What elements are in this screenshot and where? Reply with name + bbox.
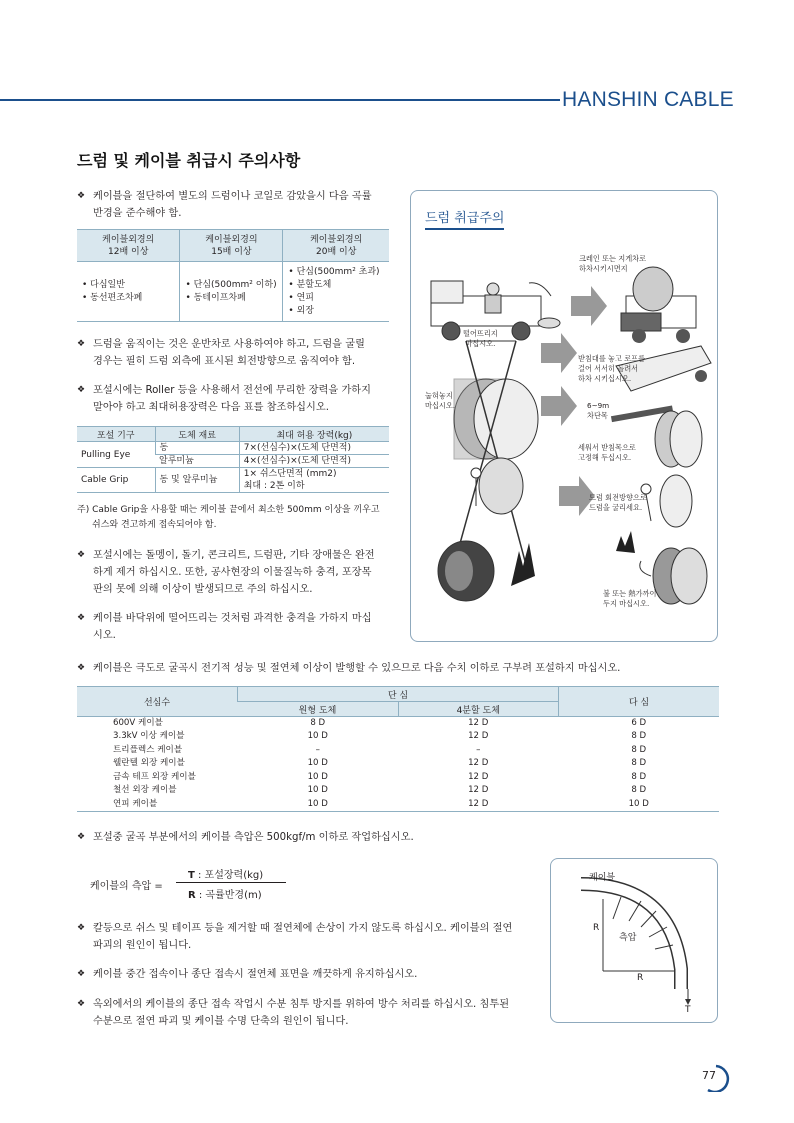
t3-header: 선심수: [77, 687, 238, 717]
r-label: R: [593, 923, 600, 933]
bullet-icon: ❖: [77, 191, 86, 201]
formula-numerator: T : 포설장력(kg): [188, 870, 264, 881]
paragraph-tension: ❖ 포설시에는 Roller 등을 사용해서 전선에 무리한 장력을 가하지 말아야 하고 최대허용장력은 다음 표를 참조하십시오.: [77, 385, 371, 413]
drum-panel-title: 드럼 취급주의: [425, 207, 504, 230]
paragraph-obstacles: ❖ 포설시에는 돌멩이, 돌기, 콘크리트, 드럼판, 기타 장애물은 완전 하게 제거 하십시오. 또한, 공사현장의 이물질녹하 충격, 포장목 판의 못에 의해 이상이 발생되므로 주의 하십시오.: [77, 550, 375, 595]
t2-cell: 동 및 알루미늄: [155, 468, 239, 493]
paragraph-side-pressure: ❖ 포설중 굴곡 부분에서의 케이블 측압은 500kgf/m 이하로 작업하십시오.: [77, 832, 414, 843]
caption-distance: 6~9m 차단목: [587, 401, 610, 420]
table-note: 주) Cable Grip을 사용할 때는 케이블 끝에서 최소한 500mm 이상을 끼우고 쉬스와 견고하게 접속되어야 함.: [77, 505, 380, 530]
caption-ramp: 받침대를 놓고 로프를 걸어 서서히 돌려서 하차 시키십시오.: [578, 354, 646, 383]
t3-cell: 철선 외장 케이블: [113, 785, 177, 796]
fire-icon: [511, 543, 535, 586]
t2-cell: Cable Grip: [77, 468, 155, 493]
t3-header: 4분할 도체: [398, 702, 559, 717]
caption-no-lay: 눕혀놓지 마십시오.: [425, 391, 456, 410]
caption-roll-direction: 드럼 회전방향으로 드럼을 굴리세요.: [589, 493, 647, 512]
header-rule: [0, 99, 560, 101]
t2-header: 최대 허용 장력(kg): [239, 427, 389, 442]
drum-handling-panel: [410, 190, 718, 642]
t1-header: 케이블외경의 15배 이상: [180, 230, 283, 262]
t3-cell: 연피 케이블: [77, 798, 238, 812]
pressure-label: 측압: [619, 933, 637, 943]
fire-icon: [616, 531, 635, 553]
r-label-horizontal: R: [637, 973, 644, 983]
worker-rolling-direction-icon: [641, 475, 692, 527]
caption-stand: 세워서 받침목으로 고정해 두십시오.: [578, 443, 636, 462]
arrow-right-icon: [571, 286, 607, 326]
caption-fire: 불 또는 熱가까이 두지 마십시오.: [603, 589, 657, 608]
dropped-drum-icon: [538, 318, 560, 328]
t2-cell: 1× 쉬스단면적 (mm2) 최대 : 2톤 이하: [239, 468, 389, 493]
t3-header: 다 심: [559, 687, 720, 717]
t3-cell: 600V 케이블: [113, 718, 163, 728]
drum-handling-illustration: [411, 191, 717, 641]
tension-table: [77, 426, 389, 493]
formula-denominator: R : 곡률반경(m): [188, 890, 262, 901]
t2-cell: 알루미늄: [155, 455, 239, 468]
worker-rolling-drum-icon: [471, 458, 523, 514]
t3-cell: 금속 테프 외장 케이블: [113, 771, 196, 782]
forklift-icon: [621, 267, 696, 343]
t3-cell: 웰란텔 외장 케이블: [113, 758, 185, 769]
paragraph-bending-limit: ❖ 케이블은 극도로 굴곡시 전기적 성능 및 절연체 이상이 발행할 수 있으므로 다음 수치 이하로 구부려 포설하지 마십시오.: [77, 663, 621, 674]
fraction-bar: [176, 882, 286, 883]
t2-cell: 7×(선심수)×(도체 단면적): [239, 442, 389, 455]
standing-drum-icon: [655, 411, 702, 467]
paragraph-bending-radius: ❖ 케이블을 절단하여 별도의 드럼이나 코일로 감았을시 다음 곡률 반경을 준수해야 함.: [77, 188, 397, 222]
drum-near-fire-icon: [438, 541, 494, 601]
t1-cell: • 단심(500mm² 이하) • 동테이프차폐: [180, 262, 283, 322]
paragraph-drum-moving: ❖ 드럼을 움직이는 것은 운반차로 사용하여야 하고, 드럼을 굴릴 경우는 필히 드럼 외측에 표시된 회전방향으로 움직여야 함.: [77, 339, 365, 367]
t3-header: 단 심: [238, 687, 559, 702]
t1-header: 케이블외경의 20배 이상: [283, 230, 389, 262]
min-bending-radius-table: 선심수 단 심 다 심 원형 도체 4분할 도체 600V 케이블 8 D 12 D 6 D 3.3kV 이상 케이블 10 D 12 D 8 D 트리플렉스 케이블 – – 8 D 웰란텔 외장 케이블 10 D 12 D 8 D 금속 테프 외장 케이블 10 D 12 D 8 D 철선 외장 케이블 10 D 12 D 8 D 연피 케이블 10 D 12 D 10 D: [77, 686, 719, 812]
throw-arrow-icon: [529, 283, 551, 296]
t2-cell: 4×(선심수)×(도체 단면적): [239, 455, 389, 468]
caption-no-drop: 떨어뜨리지 마십시오.: [463, 329, 498, 348]
t1-header: 케이블외경의 12배 이상: [77, 230, 180, 262]
page-title: 드럼 및 케이블 취급시 주의사항: [77, 151, 301, 170]
t-label: T: [685, 1005, 691, 1015]
arrow-right-icon: [541, 386, 577, 426]
bend-pressure-diagram: [550, 858, 718, 1023]
t2-cell: 동: [155, 442, 239, 455]
t3-header: 원형 도체: [238, 702, 399, 717]
t1-cell: • 다심일반 • 동선편조차폐: [77, 262, 180, 322]
t2-cell: Pulling Eye: [77, 442, 155, 468]
bending-radius-table: [77, 229, 389, 322]
paragraph-splice-clean: ❖ 케이블 중간 접속이나 종단 접속시 절연체 표면을 깨끗하게 유지하십시오.: [77, 969, 418, 980]
cable-label: 케이블: [589, 873, 616, 883]
caption-crane: 크레인 또는 지게차로 하차시키시면지: [579, 254, 647, 273]
t2-header: 포설 기구: [77, 427, 155, 442]
lying-drum-icon: [454, 379, 538, 459]
arrow-right-icon: [541, 333, 577, 373]
brand-title: HANSHIN CABLE: [562, 88, 734, 111]
t1-cell: • 단심(500mm² 초과) • 분할도체 • 연피 • 외장: [283, 262, 389, 322]
page-number: 77: [696, 1064, 730, 1092]
t3-cell: 3.3kV 이상 케이블: [113, 731, 185, 742]
t3-cell: 트리플렉스 케이블: [113, 744, 183, 755]
paragraph-impact: ❖ 케이블 바닥위에 떨어뜨리는 것처럼 과격한 충격을 가하지 마십 시오.: [77, 613, 372, 641]
paragraph-waterproof: ❖ 옥외에서의 케이블의 종단 접속 작업시 수분 침투 방지를 위하여 방수 처리를 하십시오. 침투된 수분으로 절연 파괴 및 케이블 수명 단축의 원인이 됩니다.: [77, 999, 510, 1027]
paragraph-insulation-damage: ❖ 칼등으로 쉬스 및 테이프 등을 제거할 때 절연체에 손상이 가지 않도록 하십시오. 케이블의 절연 파괴의 원인이 됩니다.: [77, 923, 513, 951]
t2-header: 도체 재료: [155, 427, 239, 442]
